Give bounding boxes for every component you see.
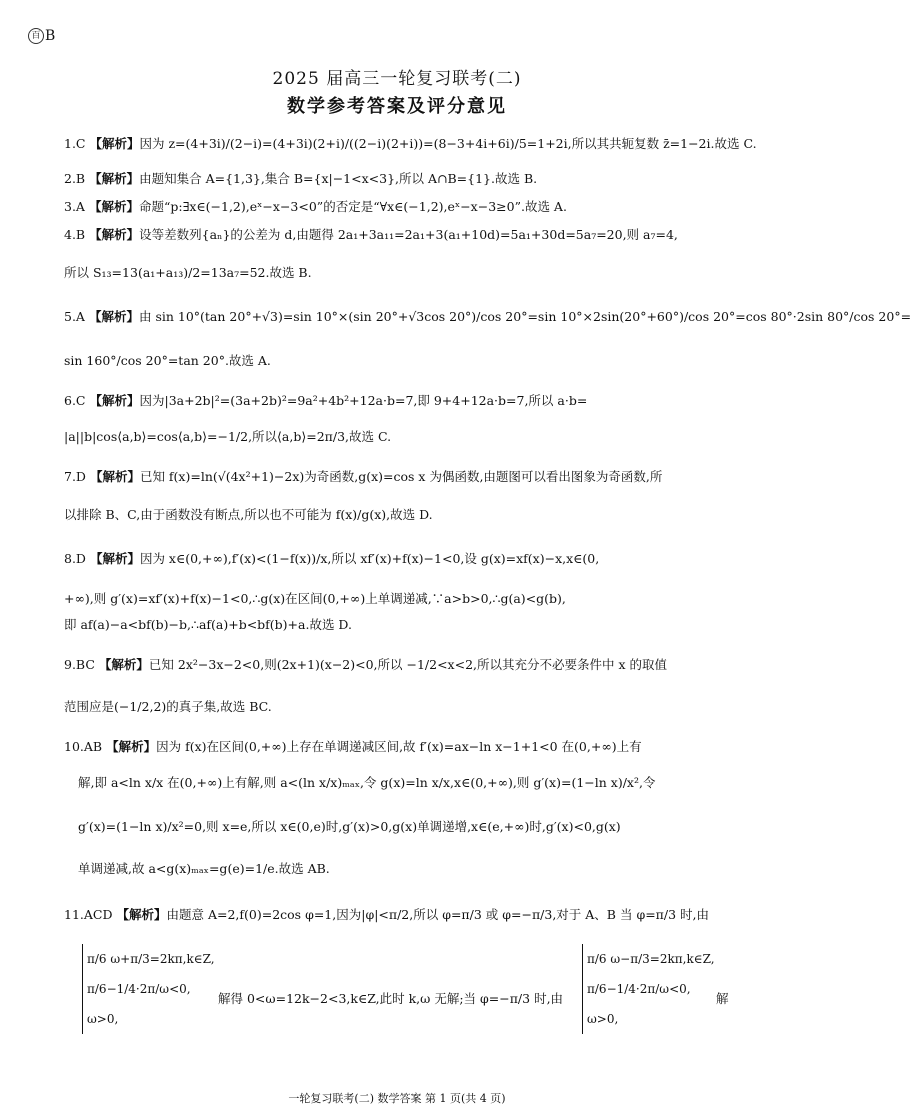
analysis-tag: 【解析】 (89, 136, 140, 151)
answer-label: 11.ACD (64, 907, 113, 922)
system-row: π/6 ω−π/3=2kπ,k∈Z, (587, 952, 715, 966)
answer-text: 因为 x∈(0,+∞),f′(x)<(1−f(x))/x,所以 xf′(x)+f(x)−1<0,设 g(x)=xf(x)−x,x∈(0, (139, 551, 600, 566)
answer-q5-cont: sin 160°/cos 20°=tan 20°.故选 A. (64, 353, 271, 368)
equation-system-2 (582, 944, 715, 1034)
answer-text: 命题“p:∃x∈(−1,2),eˣ−x−3<0”的否定是“∀x∈(−1,2),eˣ−x−3≥0”.故选 A. (138, 199, 567, 214)
answer-q6-cont: |a||b|cos⟨a,b⟩=cos⟨a,b⟩=−1/2,所以⟨a,b⟩=2π/3,故选 C. (64, 429, 392, 444)
answer-label: 2.B (64, 171, 86, 186)
analysis-tag: 【解析】 (89, 551, 140, 566)
system-row: π/6−1/4·2π/ω<0, (587, 982, 691, 996)
corner-mark (28, 28, 55, 44)
answer-q3 (64, 198, 744, 216)
answer-label: 3.A (64, 199, 85, 214)
answer-label: 9.BC (64, 657, 95, 672)
answer-q8-cont: +∞),则 g′(x)=xf′(x)+f(x)−1<0,∴g(x)在区间(0,+∞)上单调递减,∵a>b>0,∴g(a)<g(b), (64, 591, 566, 606)
answer-q11 (64, 906, 744, 924)
analysis-tag: 【解析】 (106, 739, 157, 754)
answer-q11-tail: 解 (716, 991, 729, 1006)
answer-label: 7.D (64, 469, 86, 484)
answer-label: 5.A (64, 309, 85, 324)
page-footer: 一轮复习联考(二) 数学答案 第 1 页(共 4 页) (288, 1092, 506, 1105)
answer-text: 因为 z=(4+3i)/(2−i)=(4+3i)(2+i)/((2−i)(2+i))=(8−3+4i+6i)/5=1+2i,所以其共轭复数 z̄=1−2i.故选 C. (139, 136, 757, 151)
answer-q6 (64, 392, 744, 410)
analysis-tag: 【解析】 (88, 199, 139, 214)
analysis-tag: 【解析】 (116, 907, 167, 922)
exam-title: 2025 届高三一轮复习联考(二) (272, 69, 522, 89)
answer-q10-cont: 解,即 a<ln x/x 在(0,+∞)上有解,则 a<(ln x/x)ₘₐₓ,令 g(x)=ln x/x,x∈(0,+∞),则 g′(x)=(1−ln x)/x²,令 (78, 775, 656, 790)
answer-text: 已知 f(x)=ln(√(4x²+1)−2x)为奇函数,g(x)=cos x 为偶函数,由题图可以看出图象为奇函数,所 (139, 469, 663, 484)
system-row: ω>0, (87, 1012, 119, 1026)
document-subtitle: 数学参考答案及评分意见 (287, 96, 507, 117)
system-row: π/6 ω+π/3=2kπ,k∈Z, (87, 952, 215, 966)
answer-text: 因为|3a+2b|²=(3a+2b)²=9a²+4b²+12a·b=7,即 9+4+12a·b=7,所以 a·b= (139, 393, 588, 408)
answer-q8 (64, 550, 744, 568)
answer-q4 (64, 226, 744, 244)
analysis-tag: 【解析】 (88, 309, 139, 324)
analysis-tag: 【解析】 (98, 657, 149, 672)
answer-q11-mid: 解得 0<ω=12k−2<3,k∈Z,此时 k,ω 无解;当 φ=−π/3 时,由 (218, 991, 564, 1006)
answer-label: 1.C (64, 136, 86, 151)
seal-icon: 百 (28, 28, 44, 44)
analysis-tag: 【解析】 (89, 393, 140, 408)
answer-text: 由题知集合 A={1,3},集合 B={x|−1<x<3},所以 A∩B={1}.故选 B. (139, 171, 538, 186)
answer-q7 (64, 468, 744, 486)
analysis-tag: 【解析】 (89, 469, 140, 484)
equation-system-1 (82, 944, 215, 1034)
answer-q10-cont3: 单调递减,故 a<g(x)ₘₐₓ=g(e)=1/e.故选 AB. (78, 861, 330, 876)
answer-q5 (64, 308, 911, 326)
answer-q9-cont: 范围应是(−1/2,2)的真子集,故选 BC. (64, 699, 272, 714)
analysis-tag: 【解析】 (89, 171, 140, 186)
system-row: ω>0, (587, 1012, 619, 1026)
answer-text: 由 sin 10°(tan 20°+√3)=sin 10°×(sin 20°+√3cos 20°)/cos 20°=sin 10°×2sin(20°+60°)/cos 20°=cos 80°·2sin 80°/cos 20°= (138, 309, 911, 324)
answer-text: 由题意 A=2,f(0)=2cos φ=1,因为|φ|<π/2,所以 φ=π/3 或 φ=−π/3,对于 A、B 当 φ=π/3 时,由 (166, 907, 709, 922)
corner-letter: B (45, 28, 56, 44)
answer-q4-cont: 所以 S₁₃=13(a₁+a₁₃)/2=13a₇=52.故选 B. (64, 265, 312, 280)
answer-label: 4.B (64, 227, 86, 242)
answer-label: 8.D (64, 551, 86, 566)
answer-q7-cont: 以排除 B、C,由于函数没有断点,所以也不可能为 f(x)/g(x),故选 D. (64, 507, 433, 522)
answer-q2 (64, 170, 744, 188)
answer-text: 因为 f(x)在区间(0,+∞)上存在单调递减区间,故 f′(x)=ax−ln x−1+1<0 在(0,+∞)上有 (156, 739, 642, 754)
answer-text: 设等差数列{aₙ}的公差为 d,由题得 2a₁+3a₁₁=2a₁+3(a₁+10d)=5a₁+30d=5a₇=20,则 a₇=4, (139, 227, 678, 242)
system-row: π/6−1/4·2π/ω<0, (87, 982, 191, 996)
analysis-tag: 【解析】 (89, 227, 140, 242)
answer-q10 (64, 738, 744, 756)
answer-text: 已知 2x²−3x−2<0,则(2x+1)(x−2)<0,所以 −1/2<x<2,所以其充分不必要条件中 x 的取值 (148, 657, 668, 672)
answer-q10-cont2: g′(x)=(1−ln x)/x²=0,则 x=e,所以 x∈(0,e)时,g′(x)>0,g(x)单调递增,x∈(e,+∞)时,g′(x)<0,g(x) (78, 819, 621, 834)
answer-label: 10.AB (64, 739, 103, 754)
answer-q9 (64, 656, 744, 674)
answer-q8-cont2: 即 af(a)−a<bf(b)−b,∴af(a)+b<bf(b)+a.故选 D. (64, 617, 352, 632)
answer-label: 6.C (64, 393, 86, 408)
answer-q1 (64, 135, 757, 153)
